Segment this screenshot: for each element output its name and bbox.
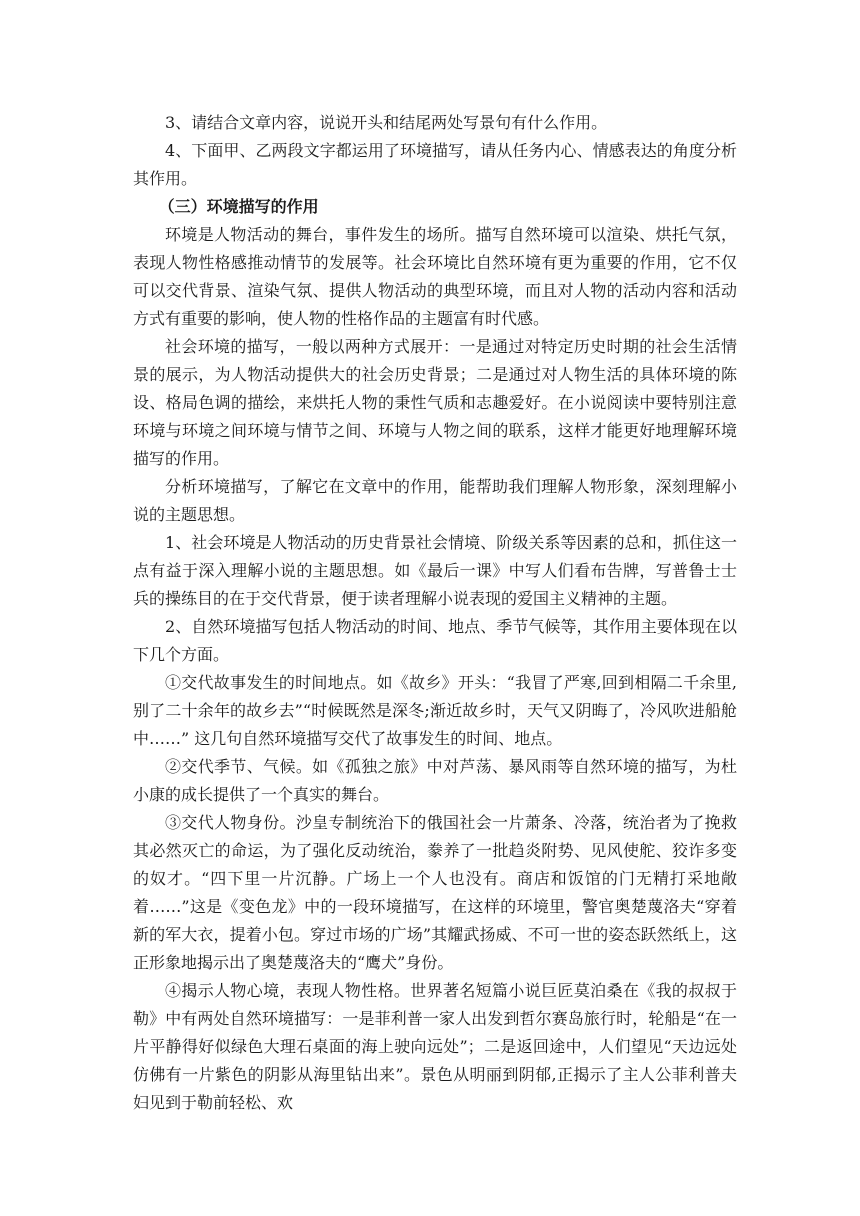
paragraph-point-2: 2、自然环境描写包括人物活动的时间、地点、季节气候等，其作用主要体现在以下几个方面。 bbox=[133, 617, 737, 664]
paragraph-analysis: 分析环境描写，了解它在文章中的作用，能帮助我们理解人物形象，深刻理解小说的主题思想。 bbox=[133, 477, 737, 524]
paragraph-subpoint-4: ④揭示人物心境，表现人物性格。世界著名短篇小说巨匠莫泊桑在《我的叔叔于勒》中有两处自然环境描写：一是菲利普一家人出发到哲尔赛岛旅行时，轮船是“在一片平静得好似绿色大理石桌面的海上驶向远处”；二是返回途中，人们望见“天边远处仿佛有一片紫色的阴影从海里钻出来”。景色从明丽到阴郁,正揭示了主人公菲利普夫妇见到于勒前轻松、欢 bbox=[133, 981, 737, 1112]
paragraph-subpoint-1: ①交代故事发生的时间地点。如《故乡》开头：“我冒了严寒,回到相隔二千余里,别了二十余年的故乡去”“时候既然是深冬;渐近故乡时，天气又阴晦了，冷风吹进船舱中……” 这几句自然环境描写交代了故事发生的时间、地点。 bbox=[133, 673, 737, 748]
paragraph-subpoint-3: ③交代人物身份。沙皇专制统治下的俄国社会一片萧条、冷落，统治者为了挽救其必然灭亡的命运，为了强化反动统治，豢养了一批趋炎附势、见风使舵、狡诈多变的奴才。“四下里一片沉静。广场上一个人也没有。商店和饭馆的门无精打采地敞着……”这是《变色龙》中的一段环境描写，在这样的环境里，警官奥楚蔑洛夫“穿着新的军大衣，提着小包。穿过市场的广场”其耀武扬威、不可一世的姿态跃然纸上，这正形象地揭示出了奥楚蔑洛夫的“鹰犬”身份。 bbox=[133, 813, 737, 972]
document-page bbox=[133, 109, 737, 1117]
paragraph-environment-intro: 环境是人物活动的舞台，事件发生的场所。描写自然环境可以渲染、烘托气氛，表现人物性格感推动情节的发展等。社会环境比自然环境有更为重要的作用，它不仅可以交代背景、渲染气氛、提供人物活动的典型环境，而且对人物的活动内容和活动方式有重要的影响，使人物的性格作品的主题富有时代感。 bbox=[133, 225, 737, 328]
section-heading: （三）环境描写的作用 bbox=[158, 197, 319, 216]
question-3: 3、请结合文章内容，说说开头和结尾两处写景句有什么作用。 bbox=[165, 113, 608, 132]
question-4: 4、下面甲、乙两段文字都运用了环境描写，请从任务内心、情感表达的角度分析其作用。 bbox=[133, 141, 737, 188]
paragraph-subpoint-2: ②交代季节、气候。如《孤独之旅》中对芦荡、暴风雨等自然环境的描写，为杜小康的成长提供了一个真实的舞台。 bbox=[133, 757, 737, 804]
paragraph-social-environment: 社会环境的描写，一般以两种方式展开：一是通过对特定历史时期的社会生活情景的展示，为人物活动提供大的社会历史背景；二是通过对人物生活的具体环境的陈设、格局色调的描绘，来烘托人物的秉性气质和志趣爱好。在小说阅读中要特别注意环境与环境之间环境与情节之间、环境与人物之间的联系，这样才能更好地理解环境描写的作用。 bbox=[133, 337, 737, 468]
paragraph-point-1: 1、社会环境是人物活动的历史背景社会情境、阶级关系等因素的总和，抓住这一点有益于深入理解小说的主题思想。如《最后一课》中写人们看布告牌，写普鲁士士兵的操练目的在于交代背景，便于读者理解小说表现的爱国主义精神的主题。 bbox=[133, 533, 737, 608]
